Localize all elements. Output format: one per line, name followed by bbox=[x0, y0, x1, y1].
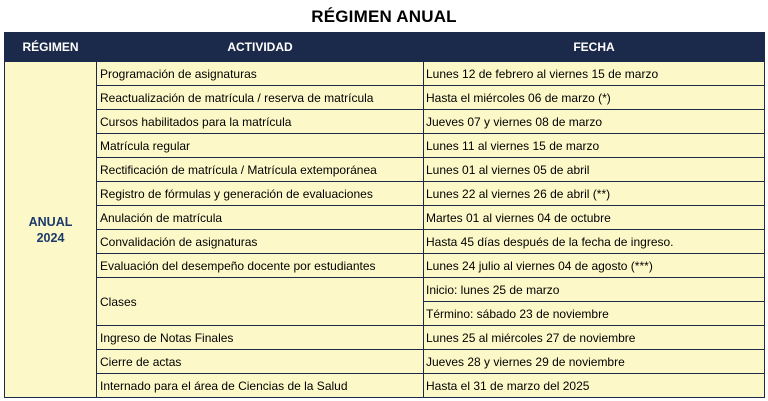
date-cell: Jueves 28 y viernes 29 de noviembre bbox=[424, 350, 765, 374]
activity-cell: Programación de asignaturas bbox=[97, 62, 424, 86]
date-cell: Jueves 07 y viernes 08 de marzo bbox=[424, 110, 765, 134]
header-actividad: ACTIVIDAD bbox=[97, 33, 424, 62]
date-cell-termino: Término: sábado 23 de noviembre bbox=[424, 302, 765, 326]
page-title: RÉGIMEN ANUAL bbox=[311, 7, 457, 26]
date-cell-inicio: Inicio: lunes 25 de marzo bbox=[424, 278, 765, 302]
regimen-cell bbox=[5, 62, 97, 398]
date-cell: Hasta el miércoles 06 de marzo (*) bbox=[424, 86, 765, 110]
activity-cell: Ingreso de Notas Finales bbox=[97, 326, 424, 350]
table-row bbox=[5, 206, 765, 230]
table-row bbox=[5, 62, 765, 86]
date-cell: Hasta 45 días después de la fecha de ingreso. bbox=[424, 230, 765, 254]
table-row bbox=[5, 158, 765, 182]
regimen-year: 2024 bbox=[36, 230, 65, 245]
table-header-row bbox=[5, 33, 765, 62]
date-cell: Lunes 11 al viernes 15 de marzo bbox=[424, 134, 765, 158]
table-row bbox=[5, 230, 765, 254]
date-cell: Lunes 24 julio al viernes 04 de agosto (***) bbox=[424, 254, 765, 278]
activity-cell: Registro de fórmulas y generación de evaluaciones bbox=[97, 182, 424, 206]
activity-cell: Matrícula regular bbox=[97, 134, 424, 158]
date-cell: Hasta el 31 de marzo del 2025 bbox=[424, 374, 765, 398]
activity-cell: Reactualización de matrícula / reserva de matrícula bbox=[97, 86, 424, 110]
date-cell: Lunes 22 al viernes 26 de abril (**) bbox=[424, 182, 765, 206]
activity-cell: Evaluación del desempeño docente por estudiantes bbox=[97, 254, 424, 278]
table-row bbox=[5, 374, 765, 398]
date-cell: Lunes 01 al viernes 05 de abril bbox=[424, 158, 765, 182]
activity-cell: Internado para el área de Ciencias de la Salud bbox=[97, 374, 424, 398]
date-cell: Lunes 12 de febrero al viernes 15 de marzo bbox=[424, 62, 765, 86]
regimen-label: ANUAL bbox=[28, 214, 73, 229]
table-row bbox=[5, 134, 765, 158]
header-fecha: FECHA bbox=[424, 33, 765, 62]
table-row bbox=[5, 326, 765, 350]
activity-cell: Rectificación de matrícula / Matrícula extemporánea bbox=[97, 158, 424, 182]
table-row bbox=[5, 350, 765, 374]
table-row bbox=[5, 86, 765, 110]
activity-cell: Cursos habilitados para la matrícula bbox=[97, 110, 424, 134]
table-row bbox=[5, 278, 765, 302]
table-row bbox=[5, 110, 765, 134]
activity-cell: Convalidación de asignaturas bbox=[97, 230, 424, 254]
header-regimen: RÉGIMEN bbox=[5, 33, 97, 62]
table-row bbox=[5, 254, 765, 278]
schedule-table bbox=[4, 32, 765, 398]
date-cell: Lunes 25 al miércoles 27 de noviembre bbox=[424, 326, 765, 350]
date-cell: Martes 01 al viernes 04 de octubre bbox=[424, 206, 765, 230]
activity-cell-clases: Clases bbox=[97, 278, 424, 326]
table-row bbox=[5, 182, 765, 206]
activity-cell: Cierre de actas bbox=[97, 350, 424, 374]
activity-cell: Anulación de matrícula bbox=[97, 206, 424, 230]
